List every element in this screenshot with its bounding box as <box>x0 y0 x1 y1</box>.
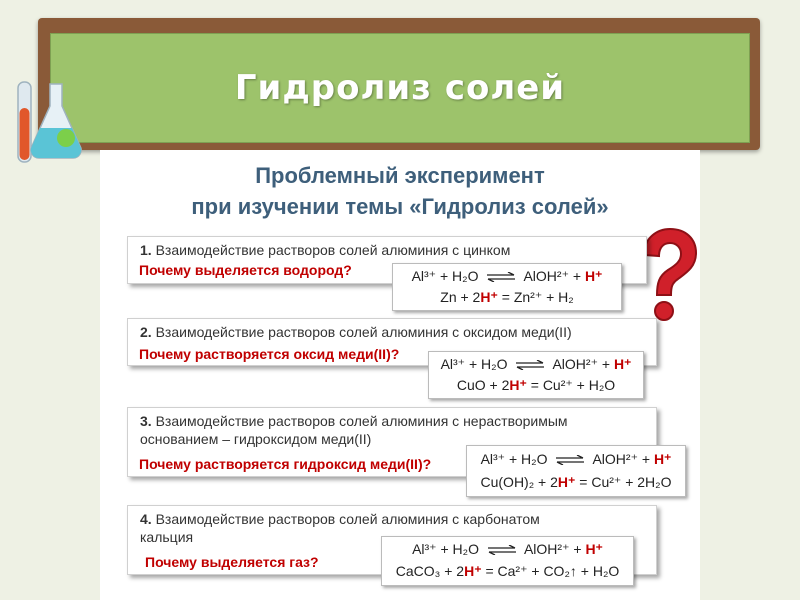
equilibrium-arrow-icon <box>515 360 545 370</box>
experiment-text-2: 2. Взаимодействие растворов солей алюминия с оксидом меди(II) <box>140 324 572 340</box>
experiment-question-1: Почему выделяется водород? <box>139 262 352 278</box>
equation-1-line-1: Al³⁺ + H₂O AlOH²⁺ + H⁺ <box>411 268 603 284</box>
equation-4-line-2: CaCO₃ + 2H⁺ = Ca²⁺ + CO₂↑ + H₂O <box>395 563 620 579</box>
lab-flask-icon <box>6 78 86 168</box>
slide-heading <box>100 160 700 222</box>
equation-box-4 <box>381 536 634 586</box>
experiment-text-4: 4. Взаимодействие растворов солей алюминия с карбонатом кальция <box>140 511 540 545</box>
equation-1-line-2: Zn + 2H⁺ = Zn²⁺ + H₂ <box>440 289 574 305</box>
equation-2-line-2: CuO + 2H⁺ = Cu²⁺ + H₂O <box>456 377 616 393</box>
equation-box-1 <box>392 263 622 311</box>
experiment-question-2: Почему растворяется оксид меди(II)? <box>139 346 400 362</box>
slide-title: Гидролиз солей <box>234 68 566 108</box>
equilibrium-arrow-icon <box>487 545 517 555</box>
equation-3-line-2: Cu(OH)₂ + 2H⁺ = Cu²⁺ + 2H₂O <box>480 474 672 490</box>
equation-box-3 <box>466 445 686 497</box>
equation-4-line-1: Al³⁺ + H₂O AlOH²⁺ + H⁺ <box>412 541 603 557</box>
heading-line-2: при изучении темы «Гидролиз солей» <box>191 194 609 219</box>
heading-line-1: Проблемный эксперимент <box>255 163 545 188</box>
experiment-text-3: 3. Взаимодействие растворов солей алюминия с нерастворимым основанием – гидроксидом меди(II) <box>140 413 568 447</box>
title-banner <box>50 33 750 143</box>
experiment-question-3: Почему растворяется гидроксид меди(II)? <box>139 456 432 472</box>
equilibrium-arrow-icon <box>486 272 516 282</box>
equilibrium-arrow-icon <box>555 455 585 465</box>
equation-box-2 <box>428 351 644 399</box>
equation-2-line-1: Al³⁺ + H₂O AlOH²⁺ + H⁺ <box>440 356 632 372</box>
experiment-question-4: Почему выделяется газ? <box>145 554 319 570</box>
equation-3-line-1: Al³⁺ + H₂O AlOH²⁺ + H⁺ <box>480 451 672 467</box>
experiment-text-1: 1. Взаимодействие растворов солей алюминия с цинком <box>140 242 511 258</box>
